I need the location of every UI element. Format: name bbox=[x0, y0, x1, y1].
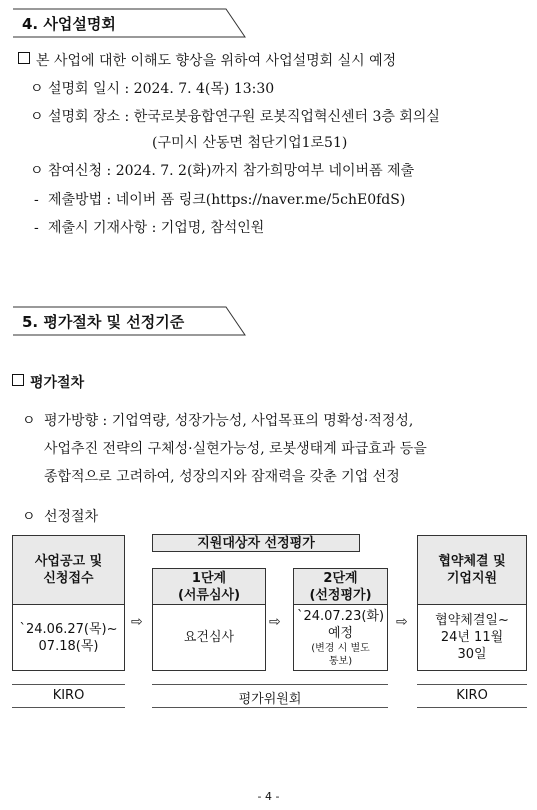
list-item-registration: ㅇ 참여신청 : 2024. 7. 2(화)까지 참가희망여부 네이버폼 제출 bbox=[30, 163, 415, 179]
section-4-heading bbox=[12, 8, 244, 36]
footer-line bbox=[417, 707, 527, 708]
eval-banner: 지원대상자 선정평가 bbox=[152, 534, 360, 552]
section-5-title: 5. 평가절차 및 선정기준 bbox=[22, 313, 185, 331]
step-4-body: 협약체결일~ 24년 11월 30일 bbox=[417, 605, 527, 671]
list-item-date: ㅇ 설명회 일시 : 2024. 7. 4(목) 13:30 bbox=[30, 81, 275, 97]
page-number: - 4 - bbox=[257, 790, 280, 803]
section-4-intro: 본 사업에 대한 이해도 향상을 위하여 사업설명회 실시 예정 bbox=[18, 52, 396, 71]
arrow-right-icon: ⇨ bbox=[269, 614, 281, 630]
footer-line bbox=[152, 707, 388, 708]
evaluation-method-line-2: 사업추진 전략의 구체성·실현가능성, 로봇생태계 파급효과 등을 bbox=[44, 441, 427, 457]
evaluation-subheading: 평가절차 bbox=[12, 374, 84, 393]
step-4-head: 협약체결 및 기업지원 bbox=[417, 535, 527, 605]
section-4-title: 4. 사업설명회 bbox=[22, 15, 116, 33]
evaluation-method-line-3: 종합적으로 고려하여, 성장의지와 잠재력을 갖춘 기업 선정 bbox=[44, 469, 400, 485]
selection-procedure-label: ㅇ 선정절차 bbox=[22, 509, 99, 525]
footer-line bbox=[152, 684, 388, 685]
footer-line bbox=[417, 684, 527, 685]
step-1-head: 사업공고 및 신청접수 bbox=[12, 535, 125, 605]
footer-label-committee: 평가위원회 bbox=[238, 692, 302, 707]
section-5-heading bbox=[12, 306, 244, 334]
step-3-head: 2단계 (선정평가) bbox=[293, 568, 388, 605]
evaluation-method-line-1: ㅇ 평가방향 : 기업역량, 성장가능성, 사업목표의 명확성·적정성, bbox=[22, 413, 414, 429]
footer-label-kiro: KIRO bbox=[52, 688, 85, 703]
square-bullet-icon bbox=[18, 52, 30, 64]
square-bullet-icon bbox=[12, 374, 24, 386]
step-1-body: `24.06.27(목)~ 07.18(목) bbox=[12, 605, 125, 671]
arrow-right-icon: ⇨ bbox=[131, 614, 143, 630]
arrow-right-icon: ⇨ bbox=[396, 614, 408, 630]
step-2-head: 1단계 (서류심사) bbox=[152, 568, 266, 605]
footer-label-kiro: KIRO bbox=[456, 688, 488, 703]
step-2-body: 요건심사 bbox=[152, 605, 266, 671]
footer-line bbox=[12, 707, 125, 708]
footer-line bbox=[12, 684, 125, 685]
list-item-submit-fields: - 제출시 기재사항 : 기업명, 참석인원 bbox=[34, 220, 265, 236]
list-item-submit-method: - 제출방법 : 네이버 폼 링크(https://naver.me/5chE0fdS) bbox=[34, 192, 406, 208]
list-item-address: (구미시 산동면 첨단기업1로51) bbox=[152, 135, 348, 151]
step-3-body: `24.07.23(화) 예정 (변경 시 별도 통보) bbox=[293, 605, 388, 671]
list-item-venue: ㅇ 설명회 장소 : 한국로봇융합연구원 로봇직업혁신센터 3층 회의실 bbox=[30, 109, 440, 125]
